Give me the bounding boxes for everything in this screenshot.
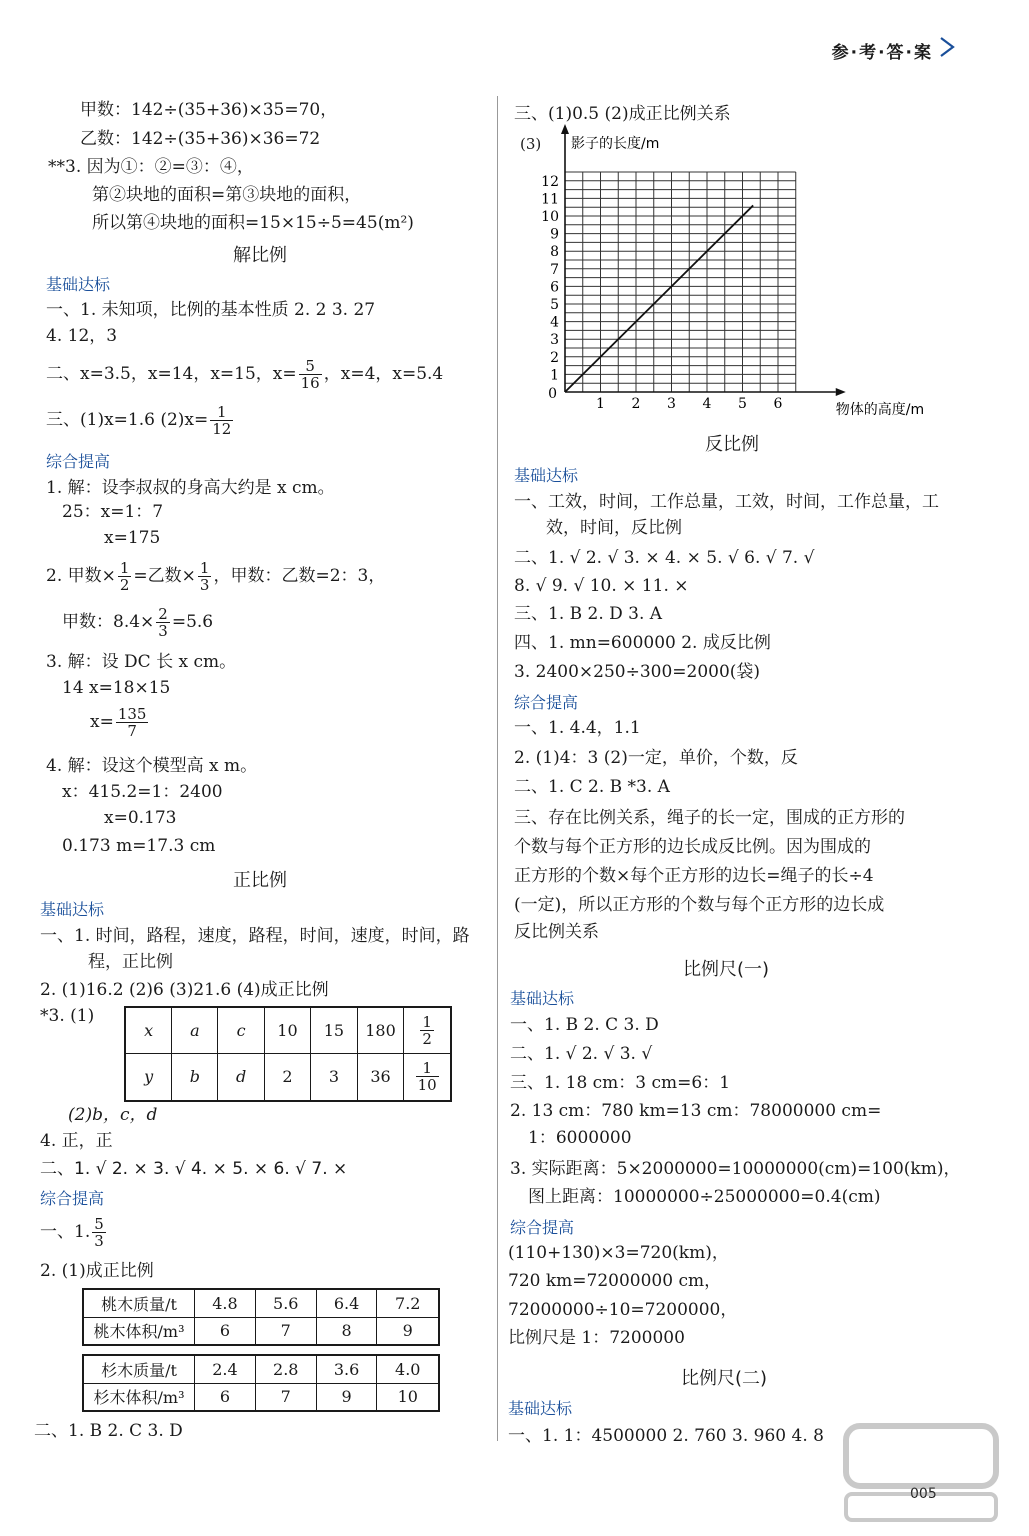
subsection-basic: 基础达标 (510, 989, 575, 1008)
x-tick-label: 3 (667, 396, 676, 412)
fraction (92, 1216, 106, 1249)
text-line: 程，正比例 (88, 952, 173, 972)
fraction (416, 1060, 439, 1093)
table-cell: 杉木体积/m³ (83, 1383, 195, 1411)
section-title: 比例尺(一) (682, 959, 770, 980)
table-cell: 15 (311, 1007, 357, 1053)
table-cell: 桃木质量/t (83, 1289, 195, 1317)
y-tick-label: 5 (550, 297, 559, 313)
text-line (40, 1212, 108, 1252)
y-tick-label: 2 (550, 349, 559, 366)
x-tick-label: 6 (773, 396, 783, 412)
text-line: 4. 12，3 (46, 326, 118, 346)
column-divider (497, 96, 498, 1441)
subsection-advanced: 综合提高 (46, 452, 111, 471)
fraction (299, 358, 322, 391)
y-tick-label: 6 (550, 279, 559, 296)
text-line: 三、1. 18 cm：3 cm=6：1 (510, 1073, 731, 1093)
subsection-basic: 基础达标 (46, 275, 111, 294)
table-cell: 8 (316, 1317, 377, 1345)
table-cell: 7 (255, 1383, 316, 1411)
subsection-advanced: 综合提高 (514, 693, 579, 712)
text-line: 一、工效，时间，工作总量，工效，时间，工作总量，工 (514, 492, 939, 512)
table-row (83, 1355, 439, 1383)
text-line: 三、1. B 2. D 3. A (514, 604, 663, 624)
text-line: 甲数：142÷(35+36)×35=70， (80, 100, 338, 120)
text-line: 个数与每个正方形的边长成反比例。因为围成的 (514, 837, 871, 857)
text-line (46, 356, 443, 392)
text-line: 3. 解：设 DC 长 x cm。 (46, 652, 237, 672)
text-line: 2. (1)16.2 (2)6 (3)21.6 (4)成正比例 (40, 980, 329, 1000)
section-title: 正比例 (233, 870, 287, 891)
text-line: 三、(1)0.5 (2)成正比例关系 (514, 104, 731, 124)
table-cell: 3 (311, 1053, 357, 1101)
table-cell: 36 (357, 1053, 404, 1101)
text-line: x=0.173 (104, 808, 177, 828)
table-row (83, 1383, 439, 1411)
subsection-advanced: 综合提高 (40, 1189, 105, 1208)
text-line: 1：6000000 (528, 1128, 632, 1148)
text-line: 二、1. √ 2. √ 3. × 4. × 5. √ 6. √ 7. √ (514, 548, 815, 568)
denominator: 7 (127, 722, 137, 740)
y-axis-arrow-icon (561, 124, 569, 134)
table-row (83, 1317, 439, 1345)
table-cell: 3.6 (316, 1355, 377, 1383)
fraction (210, 404, 233, 437)
text: 三、(1)x=1.6 (2)x= (46, 410, 209, 430)
text-line: 4. 正，正 (40, 1131, 113, 1151)
text-line: 14 x=18×15 (62, 678, 171, 698)
text-line: (2)b，c，d (68, 1105, 158, 1125)
x-tick-label: 2 (631, 396, 641, 412)
table-cell: x (125, 1007, 172, 1053)
text-line: 72000000÷10=7200000， (508, 1300, 738, 1320)
table-cell: 7 (255, 1317, 316, 1345)
text: 甲数：8.4× (62, 612, 155, 632)
numerator: 5 (299, 358, 322, 375)
text-line: 2. (1)成正比例 (40, 1261, 154, 1281)
numerator: 5 (94, 1215, 104, 1233)
y-tick-label: 10 (541, 209, 559, 225)
text-line: 图上距离：10000000÷25000000=0.4(cm) (528, 1187, 881, 1207)
text-line: x=175 (104, 528, 161, 548)
section-title: 反比例 (705, 434, 759, 455)
y-tick-label: 9 (550, 226, 559, 243)
text: =5.6 (171, 612, 214, 632)
text-line (90, 704, 150, 740)
y-tick-label: 4 (550, 314, 559, 331)
table-cell (404, 1053, 451, 1101)
text-line: 二、1. B 2. C 3. D (34, 1421, 183, 1441)
text: ，x=4，x=5.4 (323, 364, 444, 384)
y-tick-label: 11 (541, 191, 559, 208)
table-cell (404, 1007, 451, 1053)
numerator: 1 (119, 559, 130, 577)
text-line: 25：x=1：7 (62, 502, 164, 522)
denominator: 2 (119, 576, 130, 594)
x-tick-label: 1 (596, 396, 605, 412)
text: 2. 甲数× (46, 566, 116, 586)
text-line: 一、1. 1：4500000 2. 760 3. 960 4. 8 (508, 1426, 824, 1446)
text-line: 二、1. √ 2. × 3. √ 4. × 5. × 6. √ 7. × (40, 1159, 348, 1179)
text-line: 所以第④块地的面积=15×15÷5=45(m²) (92, 213, 414, 233)
y-tick-label: 1 (550, 367, 559, 384)
table-cell: 杉木质量/t (83, 1355, 195, 1383)
table-cell: 2.4 (195, 1355, 256, 1383)
text-line: (110+130)×3=720(km)， (508, 1243, 729, 1263)
xy-table (124, 1006, 452, 1102)
x-tick-label: 5 (738, 396, 747, 412)
x-axis-arrow-icon (836, 388, 846, 396)
table-cell: 7.2 (377, 1289, 439, 1317)
fraction (156, 606, 170, 639)
y-axis-label: 影子的长度/m (571, 136, 660, 152)
table-cell: 4.8 (195, 1289, 256, 1317)
text-line: 4. 解：设这个模型高 x m。 (46, 756, 258, 776)
numerator: 1 (210, 404, 233, 421)
text: x= (90, 712, 114, 732)
text-line: 3. 实际距离：5×2000000=10000000(cm)=100(km)， (510, 1159, 961, 1179)
text-line: 二、1. √ 2. √ 3. √ (510, 1044, 653, 1064)
text-line: 三、存在比例关系，绳子的长一定，围成的正方形的 (514, 808, 905, 828)
y-tick-label: 8 (550, 244, 559, 261)
denominator: 3 (94, 1232, 104, 1250)
text-line: (一定)，所以正方形的个数与每个正方形的边长成 (514, 895, 885, 915)
text-line: (3) (520, 135, 542, 153)
chevron-right-icon (939, 36, 955, 58)
y-tick-label: 7 (550, 261, 559, 278)
numerator: 2 (158, 605, 168, 623)
y-tick-label: 12 (541, 173, 559, 190)
text-line: 3. 2400×250÷300=2000(袋) (514, 662, 761, 682)
watermark-logo (836, 1418, 1006, 1528)
table-cell: y (125, 1053, 172, 1101)
table-cell: a (172, 1007, 218, 1053)
denominator: 16 (300, 374, 320, 392)
text-line (46, 402, 235, 438)
text-line: 720 km=72000000 cm， (508, 1271, 722, 1291)
numerator: 1 (422, 1012, 432, 1031)
table-cell: d (218, 1053, 264, 1101)
table-cell: 9 (377, 1317, 439, 1345)
x-axis-label: 物体的高度/m (835, 402, 925, 418)
text-line: 2. 13 cm：780 km=13 cm：78000000 cm= (510, 1101, 882, 1121)
text-line: *3. (1) (40, 1006, 95, 1026)
table-cell: 2.8 (255, 1355, 316, 1383)
numerator: 1 (199, 559, 210, 577)
table-row (125, 1007, 451, 1053)
shadow-length-chart (520, 126, 925, 426)
text-line: 反比例关系 (514, 922, 599, 942)
table-cell: 10 (377, 1383, 439, 1411)
subsection-basic: 基础达标 (40, 900, 105, 919)
fraction (118, 560, 132, 593)
y-tick-label: 3 (550, 332, 559, 349)
table-cell: 180 (357, 1007, 404, 1053)
text-line: 比例尺是 1：7200000 (508, 1328, 685, 1348)
header-title: 参·考·答·案 (831, 43, 933, 63)
text-line (62, 604, 213, 640)
table-row (125, 1053, 451, 1101)
denominator: 12 (212, 420, 232, 438)
table-cell: 9 (316, 1383, 377, 1411)
peach-wood-table (82, 1288, 440, 1346)
origin-label: 0 (548, 386, 557, 402)
table-cell: 6.4 (316, 1289, 377, 1317)
text-line: 一、1. 时间，路程，速度，路程，时间，速度，时间，路 (40, 926, 470, 946)
numerator: 135 (117, 705, 147, 723)
text-line: **3. 因为①：②=③：④， (48, 157, 254, 177)
text-line: 四、1. mn=600000 2. 成反比例 (514, 633, 771, 653)
fir-wood-table (82, 1354, 440, 1412)
text-line: 第②块地的面积=第③块地的面积， (92, 185, 362, 205)
text-line: 8. √ 9. √ 10. × 11. × (514, 576, 689, 596)
text: ，甲数：乙数=2：3， (213, 566, 386, 586)
subsection-basic: 基础达标 (508, 1399, 573, 1418)
table-cell: c (218, 1007, 264, 1053)
text: 一、1. (40, 1222, 91, 1242)
table-cell: 6 (195, 1317, 256, 1345)
fraction (198, 560, 212, 593)
table-cell: 5.6 (255, 1289, 316, 1317)
text-line: 2. (1)4：3 (2)一定，单价，个数，反 (514, 748, 798, 768)
table-cell: 10 (264, 1007, 310, 1053)
fraction (116, 706, 149, 739)
text-line: 1. 解：设李叔叔的身高大约是 x cm。 (46, 478, 335, 498)
table-cell: 2 (264, 1053, 310, 1101)
text: =乙数× (133, 566, 196, 586)
text-line: 正方形的个数×每个正方形的边长=绳子的长÷4 (514, 866, 874, 886)
text-line: 二、1. C 2. B *3. A (514, 777, 670, 797)
text-line: 一、1. 4.4，1.1 (514, 718, 641, 738)
page-number: 005 (910, 1486, 937, 1502)
text-line: x：415.2=1：2400 (62, 782, 223, 802)
denominator: 10 (417, 1076, 437, 1095)
fraction (420, 1014, 434, 1047)
subsection-basic: 基础达标 (514, 466, 579, 485)
section-title: 比例尺(二) (680, 1368, 768, 1389)
text-line: 效，时间，反比例 (546, 518, 682, 538)
numerator: 1 (416, 1060, 439, 1077)
section-title: 解比例 (233, 245, 287, 266)
table-row (83, 1289, 439, 1317)
denominator: 3 (158, 622, 168, 640)
text-line: 一、1. 未知项，比例的基本性质 2. 2 3. 27 (46, 300, 376, 320)
text-line: 0.173 m=17.3 cm (62, 836, 216, 856)
table-cell: 6 (195, 1383, 256, 1411)
table-cell: b (172, 1053, 218, 1101)
subsection-advanced: 综合提高 (510, 1218, 575, 1237)
text-line (46, 558, 385, 594)
text-line: 一、1. B 2. C 3. D (510, 1015, 659, 1035)
table-cell: 桃木体积/m³ (83, 1317, 195, 1345)
x-tick-label: 4 (702, 396, 712, 412)
denominator: 3 (199, 576, 210, 594)
denominator: 2 (422, 1029, 432, 1048)
text: 二、x=3.5，x=14，x=15，x= (46, 364, 297, 384)
table-cell: 4.0 (377, 1355, 439, 1383)
text-line: 乙数：142÷(35+36)×36=72 (80, 129, 321, 149)
